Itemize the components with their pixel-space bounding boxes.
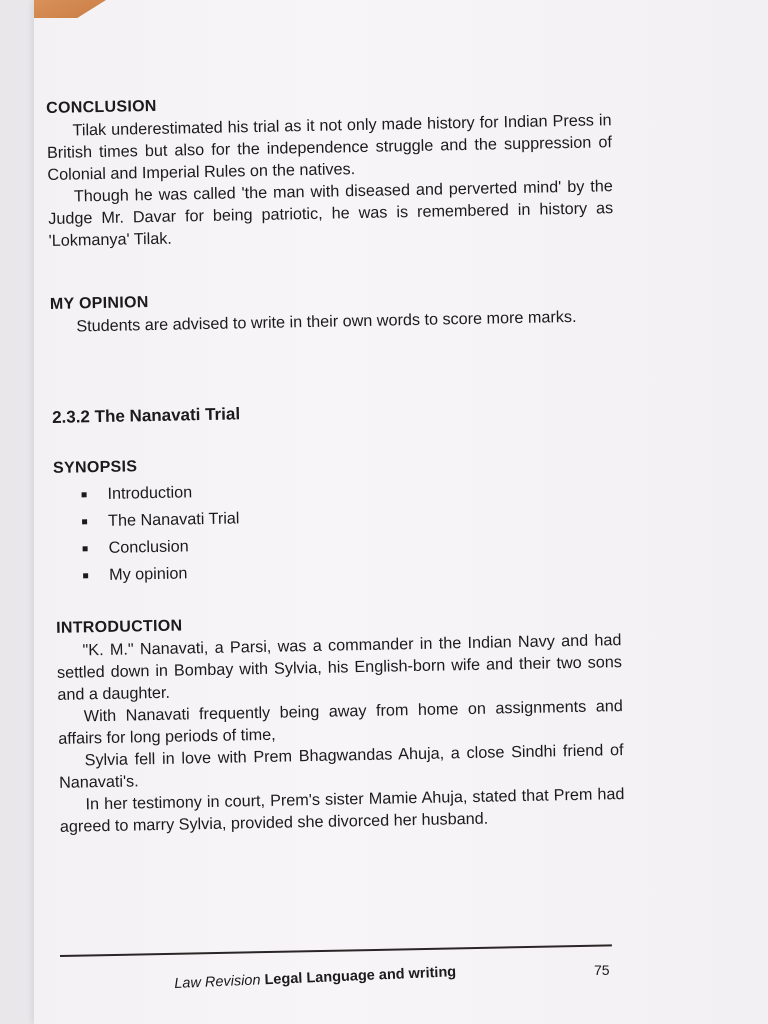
introduction-paragraph-1: "K. M." Nanavati, a Parsi, was a commander in the Indian Navy and had settled down in Bombay with Sylvia, his English-born wife and their two sons and a daughter. (56, 631, 623, 704)
conclusion-paragraph-1: Tilak underestimated his trial as it not only made history for Indian Press in British times but also for the independence struggle and the suppression of Colonial and Imperial Rules on the natives. (46, 111, 613, 184)
introduction-heading: INTRODUCTION (55, 617, 183, 637)
introduction-paragraph-2: With Nanavati frequently being away from home on assignments and affairs for long periods of time, (58, 697, 623, 748)
page-content (46, 89, 625, 838)
bullet-icon (82, 492, 87, 497)
bullet-icon (83, 546, 88, 551)
footer-book-title: Legal Language and writing (264, 964, 457, 989)
footer-series: Law Revision (174, 972, 261, 992)
section-title: 2.3.2 The Nanavati Trial (51, 404, 241, 427)
synopsis-list (53, 471, 620, 590)
synopsis-item: Introduction (81, 471, 618, 508)
bullet-icon (82, 519, 87, 524)
synopsis-item: Conclusion (82, 525, 619, 562)
my-opinion-paragraph: Students are advised to write in their own words to score more marks. (76, 307, 577, 336)
bullet-icon (83, 573, 88, 578)
conclusion-paragraph-2: Though he was called 'the man with diseased and perverted mind' by the Judge Mr. Davar for being patriotic, he was is remembered in history as 'Lokmanya' Tilak. (48, 177, 614, 250)
page-number: 75 (594, 962, 610, 978)
synopsis-item: My opinion (83, 552, 620, 589)
synopsis-heading: SYNOPSIS (52, 458, 138, 477)
conclusion-heading: CONCLUSION (46, 97, 157, 117)
synopsis-item: The Nanavati Trial (82, 498, 619, 535)
my-opinion-heading: MY OPINION (49, 294, 149, 313)
introduction-paragraph-3: Sylvia fell in love with Prem Bhagwandas Ahuja, a close Sindhi friend of Nanavati's. (58, 741, 624, 792)
introduction-paragraph-4: In her testimony in court, Prem's sister Mamie Ahuja, stated that Prem had agreed to marry Sylvia, provided she divorced her husband. (59, 785, 625, 836)
